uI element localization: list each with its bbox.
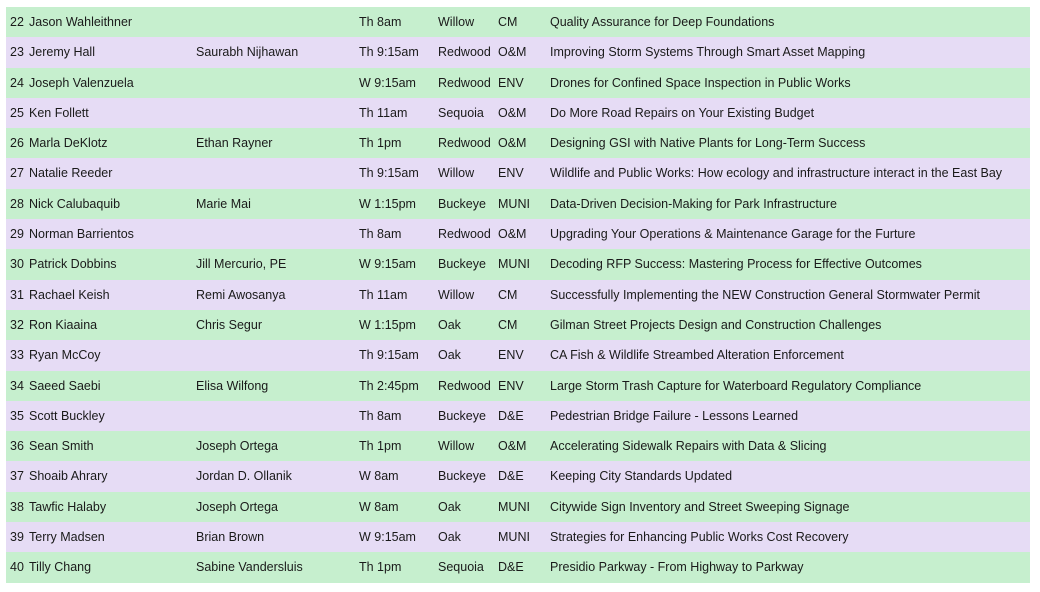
- room-cell[interactable]: Buckeye: [438, 196, 486, 211]
- table-row: [6, 249, 1030, 279]
- session-title-cell[interactable]: Upgrading Your Operations & Maintenance Garage for the Furture: [550, 227, 916, 242]
- co-speaker-cell[interactable]: Ethan Rayner: [196, 136, 273, 151]
- track-cell[interactable]: MUNI: [498, 196, 530, 211]
- table-row: [6, 371, 1030, 401]
- session-time-cell[interactable]: W 1:15pm: [359, 317, 416, 332]
- session-title-cell[interactable]: Citywide Sign Inventory and Street Sweeping Signage: [550, 499, 850, 514]
- room-cell[interactable]: Redwood: [438, 136, 491, 151]
- speaker-name-cell[interactable]: Tilly Chang: [29, 560, 92, 575]
- room-cell[interactable]: Buckeye: [438, 408, 486, 423]
- session-time-cell[interactable]: W 9:15am: [359, 75, 416, 90]
- room-cell[interactable]: Oak: [438, 499, 461, 514]
- track-cell[interactable]: CM: [498, 15, 518, 29]
- speaker-name-cell[interactable]: Norman Barrientos: [29, 227, 134, 242]
- co-speaker-cell[interactable]: Brian Brown: [196, 530, 265, 545]
- speaker-name-cell[interactable]: Terry Madsen: [29, 530, 105, 545]
- track-cell[interactable]: CM: [498, 317, 518, 332]
- session-title-cell[interactable]: Decoding RFP Success: Mastering Process for Effective Outcomes: [550, 257, 922, 272]
- speaker-name-cell[interactable]: Ryan McCoy: [29, 348, 101, 363]
- row-number-cell[interactable]: 24: [10, 75, 24, 90]
- room-cell[interactable]: Buckeye: [438, 257, 486, 272]
- speaker-schedule-table: [6, 7, 1030, 583]
- co-speaker-cell[interactable]: Remi Awosanya: [196, 287, 286, 302]
- track-cell[interactable]: O&M: [498, 227, 527, 242]
- row-number-cell[interactable]: 40: [10, 560, 24, 575]
- track-cell[interactable]: CM: [498, 287, 518, 302]
- room-cell[interactable]: Sequoia: [438, 105, 484, 120]
- session-time-cell[interactable]: Th 2:45pm: [359, 378, 419, 393]
- row-number-cell[interactable]: 38: [10, 499, 24, 514]
- table-row: [6, 310, 1030, 340]
- speaker-name-cell[interactable]: Marla DeKlotz: [29, 136, 108, 151]
- row-number-cell[interactable]: 31: [10, 287, 24, 302]
- room-cell[interactable]: Buckeye: [438, 469, 486, 484]
- speaker-name-cell[interactable]: Joseph Valenzuela: [29, 75, 134, 90]
- session-title-cell[interactable]: Pedestrian Bridge Failure - Lessons Learned: [550, 408, 799, 423]
- speaker-name-cell[interactable]: Patrick Dobbins: [29, 257, 117, 272]
- table-row: [6, 461, 1030, 491]
- speaker-name-cell[interactable]: Ron Kiaaina: [29, 317, 98, 332]
- room-cell[interactable]: Willow: [438, 166, 475, 181]
- room-cell[interactable]: Redwood: [438, 75, 491, 90]
- row-number-cell[interactable]: 35: [10, 408, 24, 423]
- track-cell[interactable]: D&E: [498, 560, 524, 575]
- track-cell[interactable]: MUNI: [498, 499, 530, 514]
- session-title-cell[interactable]: Successfully Implementing the NEW Construction General Stormwater Permit: [550, 287, 981, 302]
- table-row: [6, 492, 1030, 522]
- session-title-cell[interactable]: Large Storm Trash Capture for Waterboard Regulatory Compliance: [550, 378, 922, 393]
- session-time-cell[interactable]: Th 8am: [359, 15, 402, 29]
- speaker-name-cell[interactable]: Tawfic Halaby: [29, 499, 107, 514]
- session-time-cell[interactable]: Th 8am: [359, 227, 402, 242]
- session-title-cell[interactable]: Data-Driven Decision-Making for Park Infrastructure: [550, 196, 837, 211]
- row-number-cell[interactable]: 22: [10, 15, 24, 29]
- room-cell[interactable]: Oak: [438, 530, 461, 545]
- table-row: [6, 340, 1030, 370]
- table-row: [6, 7, 1030, 37]
- track-cell[interactable]: O&M: [498, 105, 527, 120]
- track-cell[interactable]: MUNI: [498, 530, 530, 545]
- session-time-cell[interactable]: Th 1pm: [359, 560, 402, 575]
- session-title-cell[interactable]: Designing GSI with Native Plants for Long-Term Success: [550, 136, 866, 151]
- session-title-cell[interactable]: Keeping City Standards Updated: [550, 469, 733, 484]
- table-row: [6, 219, 1030, 249]
- co-speaker-cell[interactable]: Jordan D. Ollanik: [196, 469, 292, 484]
- session-time-cell[interactable]: W 9:15am: [359, 257, 416, 272]
- track-cell[interactable]: ENV: [498, 166, 524, 181]
- track-cell[interactable]: O&M: [498, 45, 527, 60]
- track-cell[interactable]: D&E: [498, 469, 524, 484]
- session-time-cell[interactable]: Th 1pm: [359, 439, 402, 454]
- room-cell[interactable]: Willow: [438, 15, 475, 29]
- session-title-cell[interactable]: Presidio Parkway - From Highway to Parkway: [550, 560, 804, 575]
- session-title-cell[interactable]: Accelerating Sidewalk Repairs with Data & Slicing: [550, 439, 827, 454]
- session-title-cell[interactable]: Drones for Confined Space Inspection in Public Works: [550, 75, 851, 90]
- row-number-cell[interactable]: 34: [10, 378, 24, 393]
- room-cell[interactable]: Sequoia: [438, 560, 484, 575]
- table-row: [6, 68, 1030, 98]
- row-number-cell[interactable]: 30: [10, 257, 24, 272]
- speaker-name-cell[interactable]: Scott Buckley: [29, 408, 105, 423]
- co-speaker-cell[interactable]: Jill Mercurio, PE: [196, 257, 287, 272]
- room-cell[interactable]: Oak: [438, 348, 461, 363]
- session-time-cell[interactable]: Th 9:15am: [359, 166, 419, 181]
- session-title-cell[interactable]: Quality Assurance for Deep Foundations: [550, 15, 775, 29]
- room-cell[interactable]: Redwood: [438, 227, 491, 242]
- track-cell[interactable]: D&E: [498, 408, 524, 423]
- session-time-cell[interactable]: Th 9:15am: [359, 348, 419, 363]
- track-cell[interactable]: O&M: [498, 136, 527, 151]
- table-row: [6, 98, 1030, 128]
- session-time-cell[interactable]: Th 8am: [359, 408, 402, 423]
- row-number-cell[interactable]: 28: [10, 196, 24, 211]
- table-row: [6, 158, 1030, 188]
- table-row: [6, 189, 1030, 219]
- room-cell[interactable]: Willow: [438, 439, 475, 454]
- speaker-name-cell[interactable]: Sean Smith: [29, 439, 94, 454]
- table-row: [6, 431, 1030, 461]
- table-row: [6, 552, 1030, 582]
- co-speaker-cell[interactable]: Joseph Ortega: [196, 439, 278, 454]
- session-time-cell[interactable]: W 1:15pm: [359, 196, 416, 211]
- track-cell[interactable]: ENV: [498, 348, 524, 363]
- co-speaker-cell[interactable]: Elisa Wilfong: [196, 378, 269, 393]
- co-speaker-cell[interactable]: Saurabh Nijhawan: [196, 45, 299, 60]
- session-title-cell[interactable]: Wildlife and Public Works: How ecology and infrastructure interact in the East Bay: [550, 166, 1003, 181]
- track-cell[interactable]: O&M: [498, 439, 527, 454]
- session-time-cell[interactable]: Th 11am: [359, 105, 408, 120]
- session-title-cell[interactable]: CA Fish & Wildlife Streambed Alteration Enforcement: [550, 348, 844, 363]
- track-cell[interactable]: MUNI: [498, 257, 530, 272]
- table-row: [6, 37, 1030, 67]
- row-number-cell[interactable]: 27: [10, 166, 24, 181]
- speaker-name-cell[interactable]: Shoaib Ahrary: [29, 469, 108, 484]
- session-time-cell[interactable]: W 9:15am: [359, 530, 416, 545]
- row-number-cell[interactable]: 37: [10, 469, 24, 484]
- table-row: [6, 522, 1030, 552]
- speaker-name-cell[interactable]: Saeed Saebi: [29, 378, 101, 393]
- row-number-cell[interactable]: 26: [10, 136, 24, 151]
- row-number-cell[interactable]: 39: [10, 530, 24, 545]
- session-title-cell[interactable]: Strategies for Enhancing Public Works Cost Recovery: [550, 530, 849, 545]
- row-number-cell[interactable]: 33: [10, 348, 24, 363]
- session-time-cell[interactable]: W 8am: [359, 469, 399, 484]
- row-number-cell[interactable]: 36: [10, 439, 24, 454]
- session-title-cell[interactable]: Improving Storm Systems Through Smart Asset Mapping: [550, 45, 866, 60]
- speaker-name-cell[interactable]: Natalie Reeder: [29, 166, 113, 181]
- speaker-name-cell[interactable]: Jason Wahleithner: [29, 15, 133, 29]
- room-cell[interactable]: Redwood: [438, 45, 491, 60]
- speaker-name-cell[interactable]: Rachael Keish: [29, 287, 110, 302]
- room-cell[interactable]: Redwood: [438, 378, 491, 393]
- session-title-cell[interactable]: Gilman Street Projects Design and Construction Challenges: [550, 317, 882, 332]
- speaker-name-cell[interactable]: Nick Calubaquib: [29, 196, 121, 211]
- room-cell[interactable]: Oak: [438, 317, 461, 332]
- session-time-cell[interactable]: W 8am: [359, 499, 399, 514]
- session-time-cell[interactable]: Th 9:15am: [359, 45, 419, 60]
- row-number-cell[interactable]: 29: [10, 227, 24, 242]
- speaker-name-cell[interactable]: Jeremy Hall: [29, 45, 95, 60]
- speaker-name-cell[interactable]: Ken Follett: [29, 105, 89, 120]
- session-time-cell[interactable]: Th 11am: [359, 287, 408, 302]
- row-number-cell[interactable]: 32: [10, 317, 24, 332]
- co-speaker-cell[interactable]: Sabine Vandersluis: [196, 560, 303, 575]
- session-time-cell[interactable]: Th 1pm: [359, 136, 402, 151]
- session-title-cell[interactable]: Do More Road Repairs on Your Existing Budget: [550, 105, 815, 120]
- room-cell[interactable]: Willow: [438, 287, 475, 302]
- table-row: [6, 280, 1030, 310]
- row-number-cell[interactable]: 23: [10, 45, 24, 60]
- table-row: [6, 401, 1030, 431]
- track-cell[interactable]: ENV: [498, 75, 524, 90]
- track-cell[interactable]: ENV: [498, 378, 524, 393]
- co-speaker-cell[interactable]: Joseph Ortega: [196, 499, 278, 514]
- row-number-cell[interactable]: 25: [10, 105, 24, 120]
- co-speaker-cell[interactable]: Chris Segur: [196, 317, 262, 332]
- table-row: [6, 128, 1030, 158]
- co-speaker-cell[interactable]: Marie Mai: [196, 196, 251, 211]
